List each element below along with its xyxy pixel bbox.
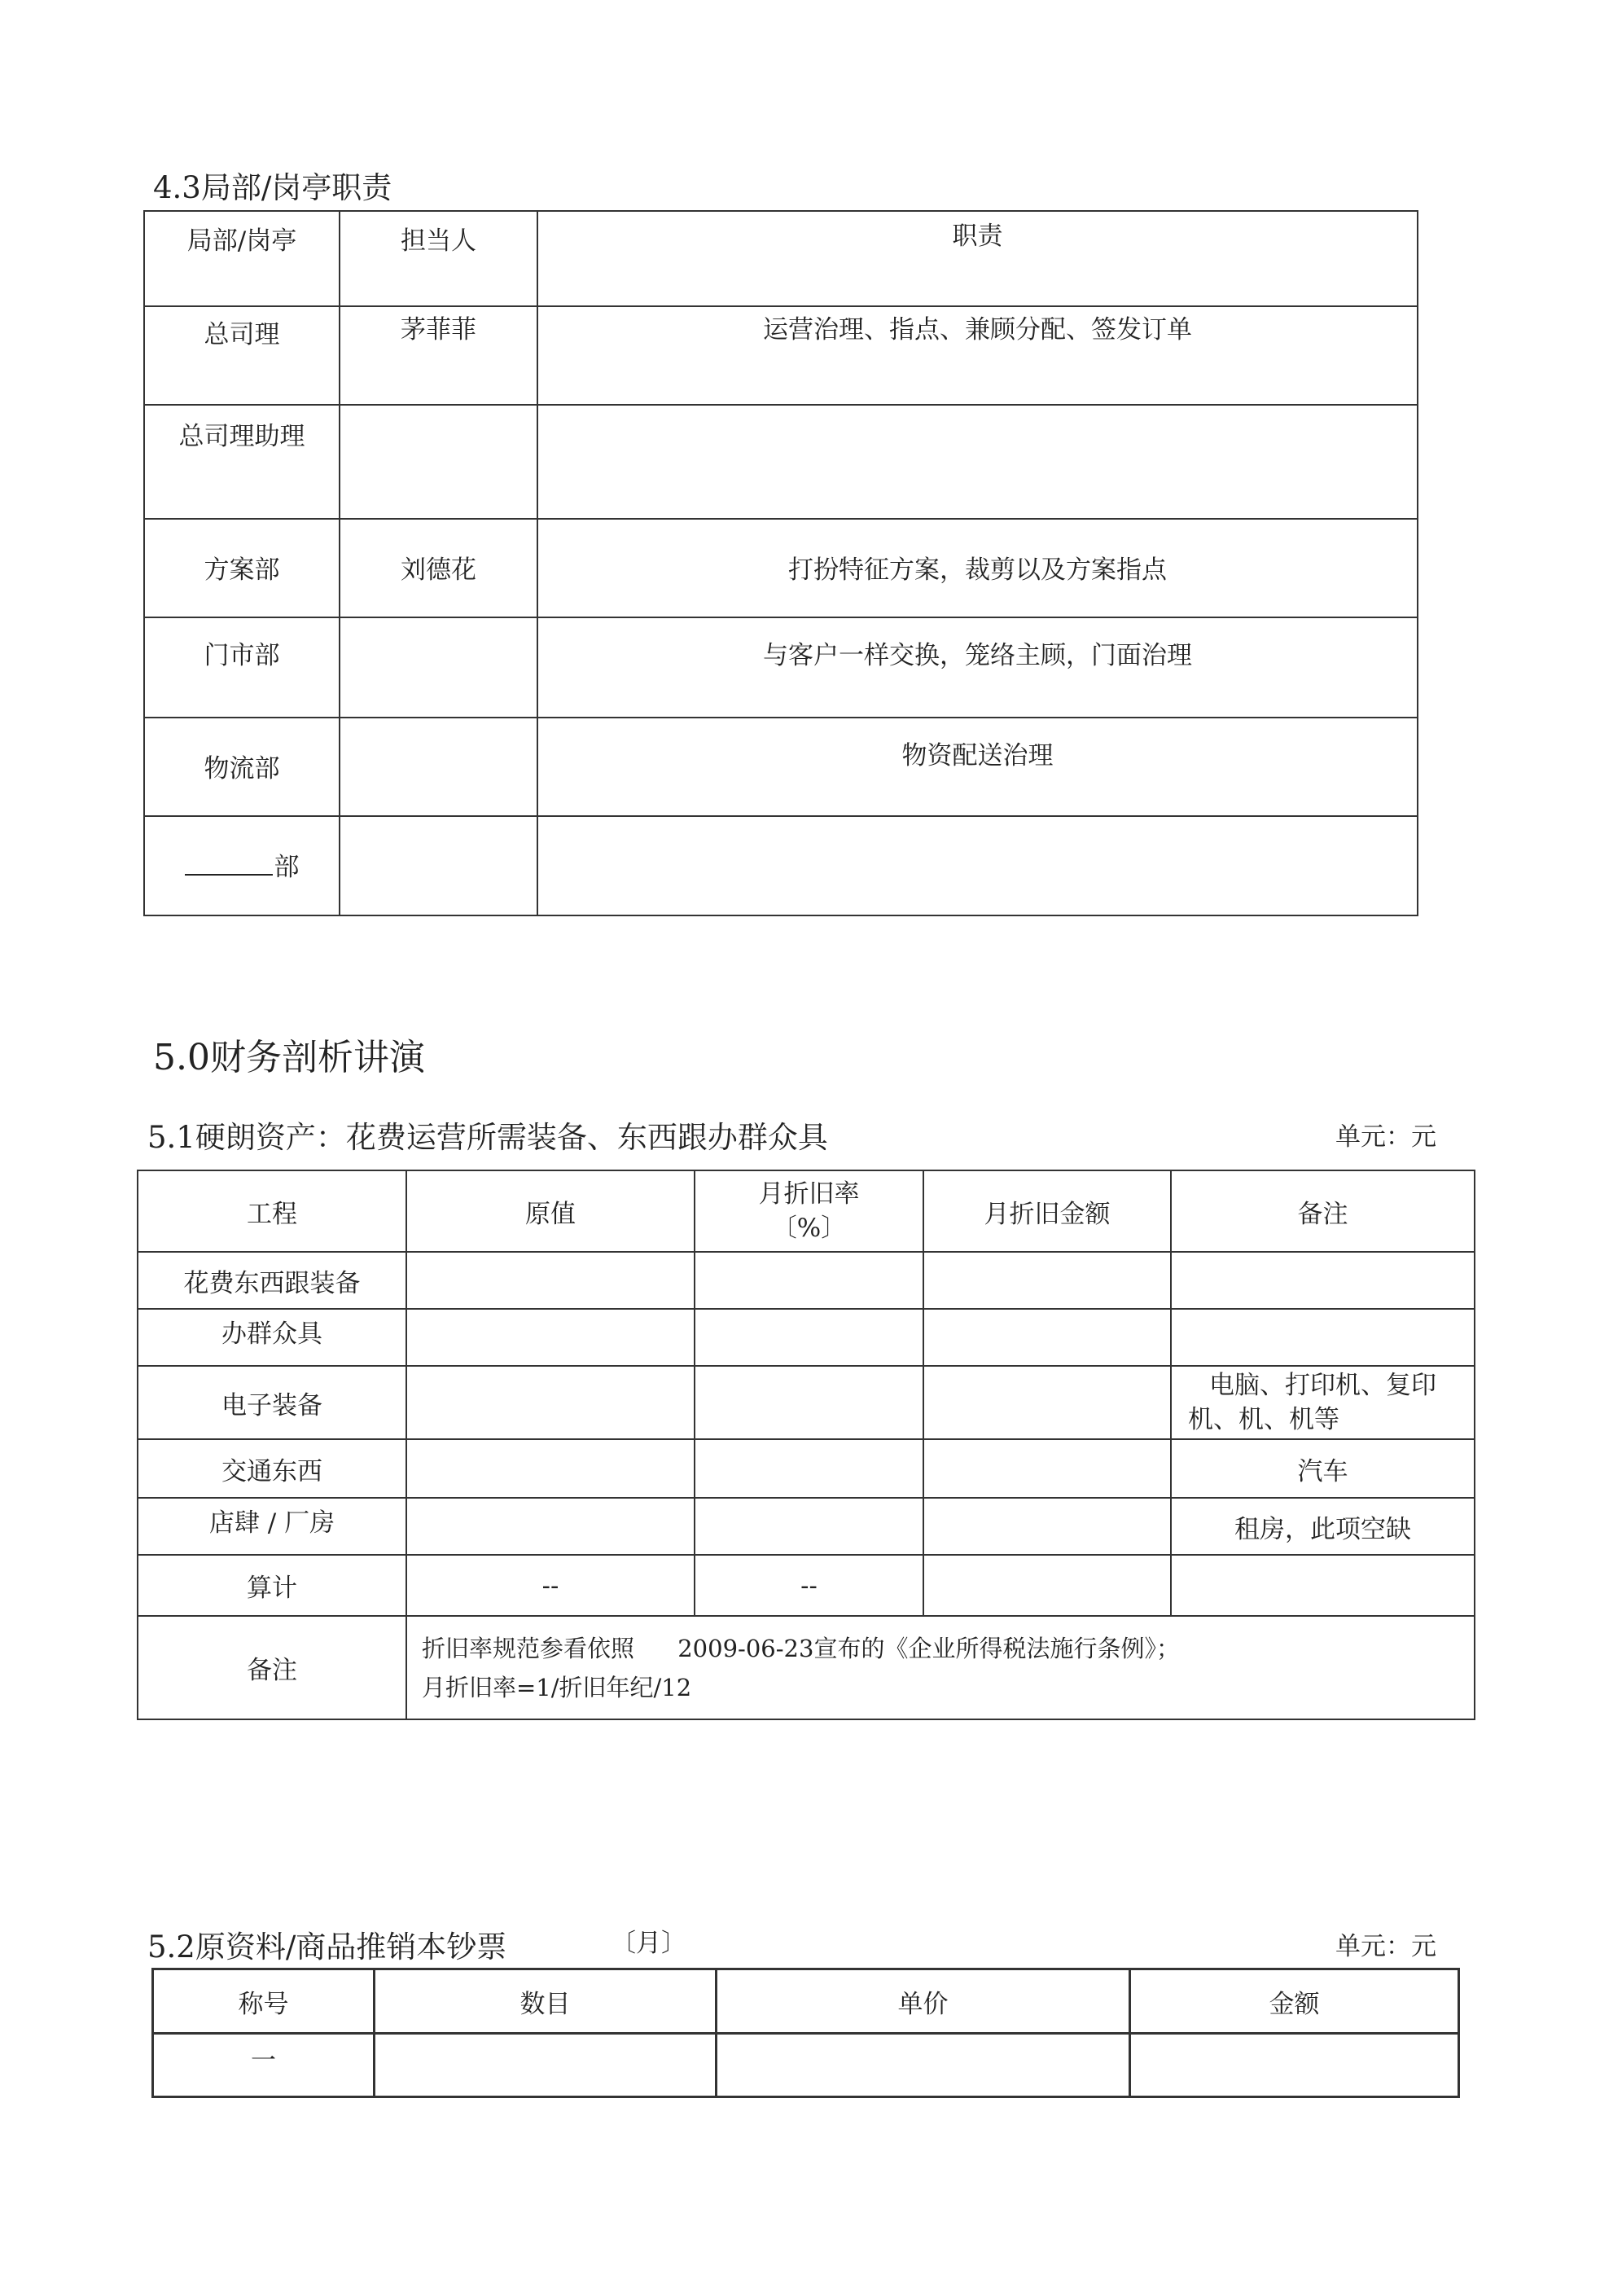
person-cell (340, 816, 537, 915)
header-person: 担当人 (340, 211, 537, 306)
dept-cell: 总司理助理 (144, 405, 340, 519)
value-cell (406, 1309, 695, 1366)
rate-cell (695, 1252, 923, 1309)
section-5-0-heading: 5.0财务剖析讲演 (153, 1037, 425, 1078)
dept-cell: 总司理 (144, 306, 340, 405)
person-cell: 刘德花 (340, 519, 537, 617)
unit-label: 单元：元 (1335, 1932, 1436, 1961)
rate-cell (695, 1309, 923, 1366)
dept-cell: 门市部 (144, 617, 340, 718)
quantity-cell (375, 2034, 717, 2097)
note-cell (1171, 1555, 1475, 1616)
remark-content (406, 1616, 1475, 1719)
remark-line1-b: 2009-06-23宣布的《企业所得税法施行条例》； (677, 1634, 1180, 1662)
table-row (138, 1252, 1475, 1309)
item-cell: 电子装备 (138, 1366, 406, 1439)
amount-cell (923, 1309, 1171, 1366)
amount-cell (923, 1252, 1171, 1309)
table-header-row (153, 1969, 1459, 2034)
note-cell (1171, 1366, 1475, 1439)
table-row (144, 718, 1418, 816)
table-row (138, 1498, 1475, 1555)
note-cell (1171, 1252, 1475, 1309)
header-original-value: 原值 (406, 1170, 695, 1252)
total-rate: -- (695, 1555, 923, 1616)
table-row (138, 1439, 1475, 1498)
header-note: 备注 (1171, 1170, 1475, 1252)
amount-cell (923, 1366, 1171, 1439)
note-cell (1171, 1309, 1475, 1366)
table-header-row (144, 211, 1418, 306)
header-amount: 金额 (1130, 1969, 1459, 2034)
person-cell (340, 617, 537, 718)
note-cell: 租房，此项空缺 (1171, 1498, 1475, 1555)
remark-line1 (422, 1629, 1474, 1668)
table-header-row (138, 1170, 1475, 1252)
note-line2: 机、机、机等 (1188, 1405, 1339, 1434)
duty-cell: 运营治理、指点、兼顾分配、签发订单 (537, 306, 1418, 405)
header-name: 称号 (153, 1969, 375, 2034)
remark-label: 备注 (138, 1616, 406, 1719)
total-original: -- (406, 1555, 695, 1616)
section-5-1-heading: 5.1硬朗资产：花费运营所需装备、东西跟办群众具 (147, 1120, 828, 1155)
header-rate-line1: 月折旧率 (758, 1179, 860, 1209)
header-item: 工程 (138, 1170, 406, 1252)
amount-cell (923, 1555, 1171, 1616)
table-row (138, 1366, 1475, 1439)
department-duties-table (143, 210, 1418, 916)
item-cell: 办群众具 (138, 1309, 406, 1366)
period-label: 〔月〕 (611, 1929, 686, 1958)
value-cell (406, 1439, 695, 1498)
note-line1: 电脑、打印机、复印 (1209, 1371, 1436, 1400)
note-cell: 汽车 (1171, 1439, 1475, 1498)
dept-cell: 物流部 (144, 718, 340, 816)
remark-line2: 月折旧率=1/折旧年纪/12 (422, 1673, 692, 1701)
dept-cell (144, 816, 340, 915)
amount-cell (923, 1439, 1171, 1498)
remark-line1-a: 折旧率规范参看依照 (422, 1634, 635, 1662)
header-quantity: 数目 (375, 1969, 717, 2034)
rate-cell (695, 1439, 923, 1498)
rate-cell (695, 1366, 923, 1439)
price-cell (717, 2034, 1130, 2097)
remark-row (138, 1616, 1475, 1719)
name-cell: 一 (153, 2034, 375, 2097)
header-monthly-rate (695, 1170, 923, 1252)
header-dept: 局部/岗亭 (144, 211, 340, 306)
unit-label: 单元：元 (1335, 1122, 1436, 1152)
duty-cell (537, 816, 1418, 915)
person-cell: 茅菲菲 (340, 306, 537, 405)
table-row (144, 519, 1418, 617)
table-row (144, 816, 1418, 915)
duty-cell: 打扮特征方案，裁剪以及方案指点 (537, 519, 1418, 617)
section-4-3-heading: 4.3局部/岗亭职责 (153, 170, 392, 205)
amount-cell (1130, 2034, 1459, 2097)
table-row (153, 2034, 1459, 2097)
item-cell: 交通东西 (138, 1439, 406, 1498)
total-row (138, 1555, 1475, 1616)
total-label: 算计 (138, 1555, 406, 1616)
person-cell (340, 718, 537, 816)
header-unit-price: 单价 (717, 1969, 1130, 2034)
blank-fill-line (185, 874, 273, 876)
fixed-assets-table (137, 1170, 1475, 1720)
amount-cell (923, 1498, 1171, 1555)
dept-suffix: 部 (274, 853, 300, 882)
table-row (144, 405, 1418, 519)
header-duty: 职责 (537, 211, 1418, 306)
rate-cell (695, 1498, 923, 1555)
section-5-2-heading: 5.2原资料/商品推销本钞票 (147, 1929, 507, 1965)
duty-cell: 与客户一样交换，笼络主顾，门面治理 (537, 617, 1418, 718)
item-cell: 店肆 / 厂房 (138, 1498, 406, 1555)
item-cell: 花费东西跟装备 (138, 1252, 406, 1309)
table-row (144, 617, 1418, 718)
header-rate-line2: 〔%〕 (771, 1214, 847, 1243)
dept-cell: 方案部 (144, 519, 340, 617)
table-row (138, 1309, 1475, 1366)
purchase-cost-table (151, 1968, 1460, 2098)
table-row (144, 306, 1418, 405)
value-cell (406, 1498, 695, 1555)
value-cell (406, 1252, 695, 1309)
header-monthly-amount: 月折旧金额 (923, 1170, 1171, 1252)
duty-cell: 物资配送治理 (537, 718, 1418, 816)
person-cell (340, 405, 537, 519)
duty-cell (537, 405, 1418, 519)
value-cell (406, 1366, 695, 1439)
